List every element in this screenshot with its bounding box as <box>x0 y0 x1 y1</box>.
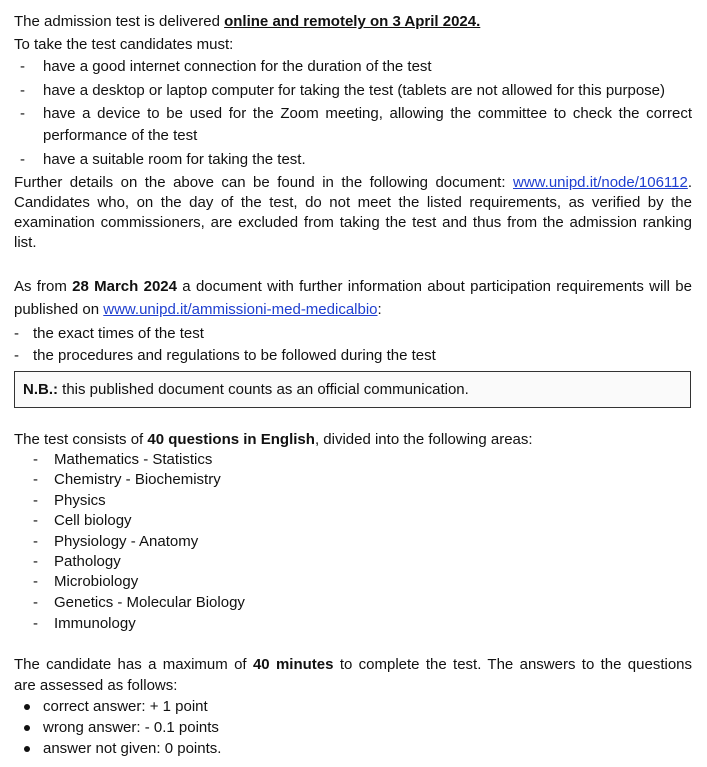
nb-label: N.B.: <box>23 381 58 398</box>
time-limit-post: to complete the test. The answers to the questions <box>339 656 693 673</box>
test-content-post: , divided into the following areas: <box>314 431 533 448</box>
list-dash: - <box>33 533 38 550</box>
as-from-text: As from <box>14 278 67 295</box>
intro-line <box>14 12 480 32</box>
scoring-item: answer not given: 0 points. <box>43 740 222 757</box>
list-dash: - <box>33 573 38 590</box>
colon: : <box>377 301 382 318</box>
requirement-item: have a good internet connection for the duration of the test <box>43 58 432 75</box>
bullet-dot <box>24 704 30 710</box>
assessment-line: are assessed as follows: <box>14 677 178 694</box>
test-content-line <box>14 430 533 450</box>
time-limit-pre: The candidate has a maximum of <box>14 656 247 673</box>
scoring-item: correct answer: + 1 point <box>43 698 208 715</box>
list-dash: - <box>20 151 25 168</box>
test-content-pre: The test consists of <box>14 431 144 448</box>
list-dash: - <box>33 594 38 611</box>
published-on-line <box>14 300 382 320</box>
admissions-link[interactable]: www.unipd.it/ammissioni-med-medicalbio <box>103 301 378 318</box>
area-item: Chemistry - Biochemistry <box>54 471 221 488</box>
nb-notice-box <box>14 371 691 408</box>
requirements-heading: To take the test candidates must: <box>14 36 234 53</box>
area-item: Mathematics - Statistics <box>54 451 213 468</box>
exclusion-line: examination commissioners, are excluded from taking the test and thus from the admission ranking <box>14 214 692 231</box>
requirement-item: have a desktop or laptop computer for taking the test (tablets are not allowed for this purpose) <box>43 82 666 99</box>
list-dash: - <box>33 492 38 509</box>
area-item: Genetics - Molecular Biology <box>54 594 245 611</box>
test-date-highlight: online and remotely on 3 April 2024. <box>224 13 481 30</box>
nb-text: this published document counts as an official communication. <box>62 381 469 398</box>
requirement-item: have a device to be used for the Zoom meeting, allowing the committee to check the correct <box>43 105 692 122</box>
requirement-item: have a suitable room for taking the test. <box>43 151 306 168</box>
info-item: the exact times of the test <box>33 325 204 342</box>
area-item: Physiology - Anatomy <box>54 533 199 550</box>
time-limit: 40 minutes <box>252 656 334 673</box>
list-dash: - <box>20 58 25 75</box>
bullet-dot <box>24 746 30 752</box>
further-details-line <box>14 173 692 193</box>
area-item: Immunology <box>54 615 136 632</box>
area-item: Pathology <box>54 553 121 570</box>
list-dash: - <box>20 82 25 99</box>
info-item: the procedures and regulations to be followed during the test <box>33 347 436 364</box>
area-item: Microbiology <box>54 573 139 590</box>
list-dash: - <box>20 105 25 122</box>
bullet-dot <box>24 725 30 731</box>
period: . <box>687 174 693 191</box>
publication-line <box>14 277 692 297</box>
nb-notice <box>23 380 469 400</box>
area-item: Physics <box>54 492 106 509</box>
publication-text: a document with further information about participation requirements will be <box>182 278 692 295</box>
intro-text: The admission test is delivered <box>14 13 220 30</box>
list-dash: - <box>33 615 38 632</box>
list-dash: - <box>14 325 19 342</box>
list-dash: - <box>33 512 38 529</box>
exclusion-line: list. <box>14 234 37 251</box>
list-dash: - <box>33 471 38 488</box>
exclusion-line: Candidates who, on the day of the test, do not meet the listed requirements, as verified by the <box>14 194 692 211</box>
time-limit-line <box>14 655 692 675</box>
list-dash: - <box>33 451 38 468</box>
requirement-item-continued: performance of the test <box>43 127 198 144</box>
area-item: Cell biology <box>54 512 132 529</box>
published-on-text: published on <box>14 301 100 318</box>
question-count: 40 questions in English <box>147 431 315 448</box>
publication-date: 28 March 2024 <box>72 278 177 295</box>
scoring-item: wrong answer: - 0.1 points <box>43 719 219 736</box>
node-document-link[interactable]: www.unipd.it/node/106112 <box>512 174 688 191</box>
list-dash: - <box>14 347 19 364</box>
list-dash: - <box>33 553 38 570</box>
further-details-text: Further details on the above can be found in the following document: <box>14 174 506 191</box>
